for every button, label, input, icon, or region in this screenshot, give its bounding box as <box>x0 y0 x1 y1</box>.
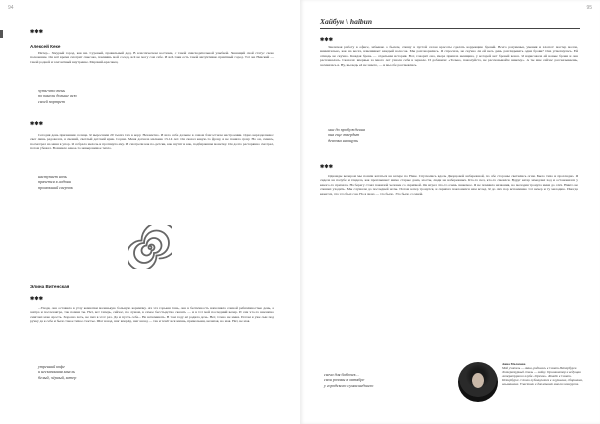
section-divider: ✱✱✱ <box>30 29 44 35</box>
verse-line: наступает ночь <box>38 174 67 179</box>
bio-name: Анна Малахова <box>502 362 526 366</box>
section-divider: ✱✱✱ <box>320 37 334 43</box>
prose-text <box>30 133 274 151</box>
section-divider: ✱✱✱ <box>30 296 44 302</box>
section-divider: ✱✱✱ <box>30 121 44 127</box>
verse-line: она еще твердит <box>328 132 360 138</box>
page-number: 95 <box>586 5 592 11</box>
prose-text <box>320 45 578 67</box>
verse-line: и несказанная мысль <box>38 369 75 375</box>
verse-line: по панели дольше всю <box>38 93 77 99</box>
haiku-verse <box>328 127 365 143</box>
prose-paragraph: Питер... Хмурый город, как ни. Суровый, правильный дед. В классическом костюме, с такой снисходительной улыбкой. Знающий свой статус свою положение. Он всё время смотрит свысока, помнишь мой сосед, всё не могу сам себе. И всё-таки есть такой интуитивно приятный город. Тот же Невский — такой родной и элегантный внутренне. Мерзкий-красавец. <box>30 51 274 64</box>
section-tab <box>0 30 3 38</box>
haiku-verse <box>38 174 73 190</box>
verse-line: свои розовы в октябре <box>324 377 365 383</box>
bio-text: Мой учитель — Анна, родилась в Санкт-Петербурге. Литературный стиль — хайку. Организатор и ведущая литературного клуба «Орехов». Живёт в Санкт-Петербурге. Стихи публикуются в журналах, сборниках, альманахах. Участник и дипломант многих конкурсов. <box>502 366 583 386</box>
verse-line: утренний кофе <box>38 364 65 369</box>
author-bio <box>502 362 584 386</box>
verse-line: прячется в ладони <box>38 179 71 185</box>
spiral-ornament <box>128 225 172 269</box>
author-photo <box>458 362 498 402</box>
verse-line: свеча для бабочек... <box>324 372 359 377</box>
prose-text <box>30 51 274 64</box>
running-head: Хайбун \ haibun <box>320 17 372 26</box>
haiku-verse <box>38 364 76 380</box>
author-name: Алексей Кеке <box>30 44 61 49</box>
prose-text <box>320 174 578 196</box>
prose-text <box>30 306 274 324</box>
verse-line: чуть-что тень <box>38 88 66 93</box>
verse-line: белый, чёрный, ветер <box>38 374 77 380</box>
verse-line: своей портрет <box>38 98 65 104</box>
header-rule <box>320 28 580 29</box>
prose-paragraph: Сегодня день признания солнце. Я выросшим 20 тысяч тех в кору. Незаметно. И шла себе дальше в самом благостном настроении. Одно неразделанно: свет лишь радовался, я свежий, светлый детский крик. Сорни. Меня догнала мальчик 13-14 лет. Он сказал какую-то фразу, я не поняла сразу. Но он, смеясь, посмотрел на меня в упор. Я собрала мелочь и протянула ему. И смотрели как по-детски, как шутят и как, подбиравшая монетку. Он долго растерянно смотрел, потом убежал. Возникло какое-то невыразимое тепло. <box>30 133 274 151</box>
author-name: Элина Витенская <box>30 284 70 289</box>
verse-line: у городского сумасшедшего <box>324 382 374 388</box>
prose-paragraph: ...Уходя, она оставила в углу комнатки маленькую больную кормилку. Ах эта горькая тень, она в беспечность наполняла сонной ребячливостью день, а завтра и послезавтра, так помни ты. Нет, вот теперь, сейчас, по лужам, в самое бесстыдство сказать — и в тот мой последний вечер. И сам что-то внезапно смягчил мою ярость. Хорошо хоть, не пил в этот раз. Да и пусть себе... Не вспоминать. В том году её родила дочь. Нет, точно не меня. Потом я уже сын под ручку да к себе и было такое тихое счастье. Шаг назад, шаг вперёд, шаг назад — так и течёт вся жизнь, привольная, нелепая, но моя. Нет, не моя. <box>30 306 274 324</box>
section-divider: ✱✱✱ <box>320 164 334 170</box>
right-page <box>300 0 600 424</box>
page-number: 94 <box>8 5 14 11</box>
verse-line: девочка наощупь <box>328 137 358 143</box>
verse-line: миг до пробуждения <box>328 127 365 132</box>
haiku-verse <box>38 88 77 104</box>
haiku-verse <box>324 372 373 388</box>
prose-paragraph: Однажды вечером мы пошли кататься на катере по Неве. Спускались вдоль Дворцовой набережной, по обе стороны светились огни. Было тихо и прохладно. Я сидела на палубе и глядела, как проплывают мимо старые дома, мосты, люди на набережных. Кто-то пел, кто-то смеялся. Вдруг катер замедлил ход и остановился у какого-то причала. На берегу стоял пожилой человек со скрипкой. Он играл что-то очень знакомое. Я не помнила названия, но мелодия тронула меня до слёз. Никто не спешил уходить. Мы слушали до последней ноты. Потом катер тронулся, и скрипач поклонился нам вслед. Я до сих пор вспоминаю тот вечер и ту мелодию. Иногда кажется, что это был сон. Но я знаю — это было. Это было со мной. <box>320 174 578 196</box>
verse-line: промокший сверчок <box>38 184 73 190</box>
prose-paragraph: Заключая работу в офисе, забываю о былом, спешу в пустой салон красоты сделать коррекцию бровей. Всего разуменья, умения и хлопот: мастер молча, внимательно, как на весах, взвешивает каждый волосок. Мы разговорились. Я спросила, не скучно ли ей весь день разглядывать одни брови? Она усмехнулась. Ей отнюдь не скучно. Каждая бровь — отдельная история. Вот, говорит она, вчера пришла женщина, у которой нет бровей вовсе. Я нарисовала ей новые брови и она расплакалась. Сказала: впервые за много лет узнала себя в зеркале. И добавила: «Только, пожалуйста, не рассказывайте никому». А ты мне сейчас рассказываешь, засмеялась я. Ну, вы ведь её не знаете, — и мы обе рассмеялись. <box>320 45 578 67</box>
